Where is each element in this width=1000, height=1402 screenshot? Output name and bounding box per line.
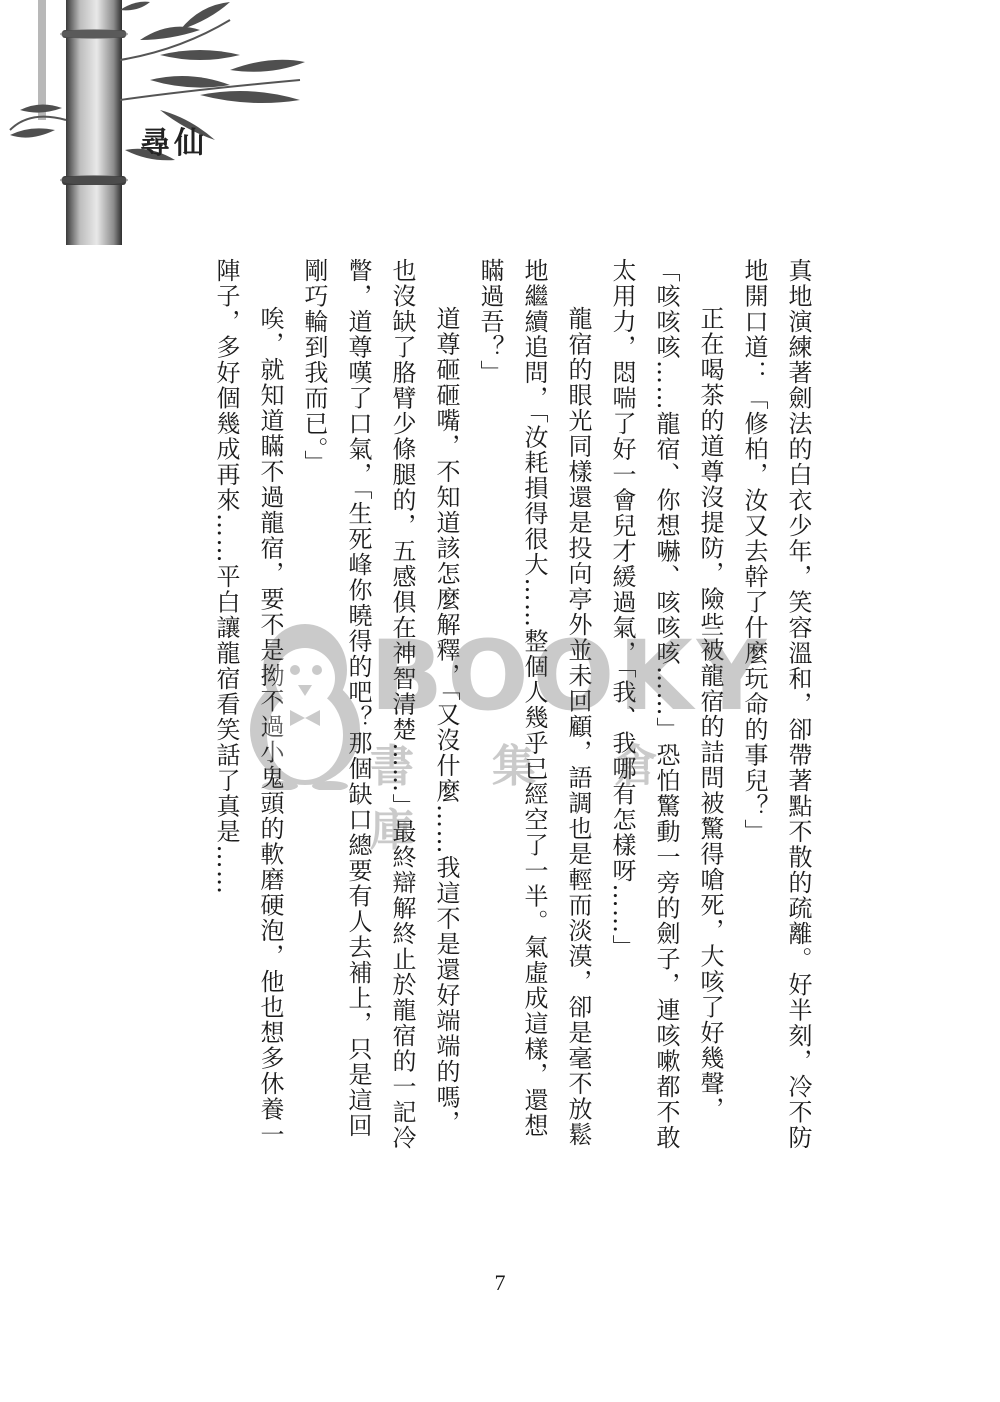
watermark-brand: BOOKY	[370, 620, 771, 732]
page-number: 7	[494, 1270, 506, 1295]
paragraph: 龍宿的眼光同樣還是投向亭外並未回顧，語調也是輕而淡漠，卻是毫不放鬆地繼續追問，「汝耗損得很大……整個人幾乎已經空了一半。氣虛成這樣，還想瞞過吾？」	[476, 258, 592, 1148]
paragraph: 正在喝茶的道尊沒提防，險些被龍宿的詰問被驚得嗆死，大咳了好幾聲，「咳咳咳……龍宿、你想嚇、咳咳咳……」恐怕驚動一旁的劍子，連咳嗽都不敢太用力，悶喘了好一會兒才緩過氣，「我、我哪有怎樣呀……」	[608, 258, 724, 1151]
paragraph: 唉，就知道瞞不過龍宿，要不是拗不過小鬼頭的軟磨硬泡，他也想多休養一陣子，多好個幾成再來……平白讓龍宿看笑話了真是……	[212, 258, 284, 1148]
watermark-subtitle: 書集倉庫	[370, 741, 736, 856]
paragraph: 道尊砸砸嘴，不知道該怎麼解釋，「又沒什麼……我這不是還好端端的嗎，也沒缺了胳臂少條腿的，五感俱在神智清楚……」最終辯解終止於龍宿的一記冷瞥，道尊嘆了口氣，「生死峰你曉得的吧？那個缺口總要有人去補上，只是這回剛巧輪到我而已。」	[300, 258, 460, 1151]
book-title: 尋仙	[140, 126, 208, 161]
paragraph: 真地演練著劍法的白衣少年，笑容溫和，卻帶著點不散的疏離。好半刻，冷不防地開口道：「修柏，汝又去幹了什麼玩命的事兒？」	[740, 258, 812, 1151]
vertical-body-text	[180, 258, 820, 1158]
